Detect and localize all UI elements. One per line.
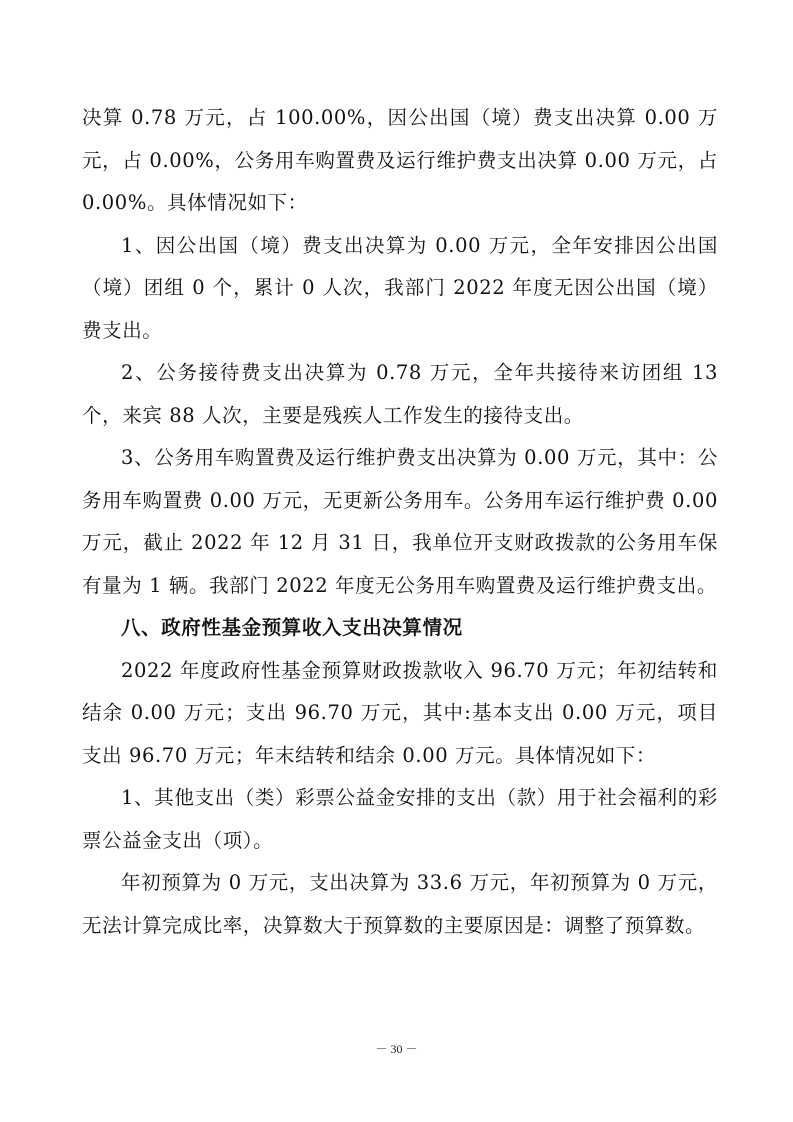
paragraph-fund-item-1-detail: 年初预算为 0 万元，支出决算为 33.6 万元，年初预算为 0 万元，无法计算完成比率，决算数大于预算数的主要原因是：调整了预算数。 xyxy=(82,871,718,937)
paragraph-item-3-vehicle-expense: 3、公务用车购置费及运行维护费支出决算为 0.00 万元，其中：公务用车购置费 0.00 万元，无更新公务用车。公务用车运行维护费 0.00 万元，截止 2022 年 12 月 31 日，我单位开支财政拨款的公务用车保有量为 1 辆。我部门 2022 年度无公务用车购置费及运行维护费支出。 xyxy=(82,446,718,597)
page-body xyxy=(82,97,718,947)
paragraph-item-2-reception-expense: 2、公务接待费支出决算为 0.78 万元，全年共接待来访团组 13 个，来宾 88 人次，主要是残疾人工作发生的接待支出。 xyxy=(82,361,718,427)
paragraph-continuation: 决算 0.78 万元，占 100.00%，因公出国（境）费支出决算 0.00 万元，占 0.00%，公务用车购置费及运行维护费支出决算 0.00 万元，占 0.00%。具体情况如下： xyxy=(82,106,718,214)
paragraph-item-1-overseas-expense: 1、因公出国（境）费支出决算为 0.00 万元，全年安排因公出国（境）团组 0 个，累计 0 人次，我部门 2022 年度无因公出国（境）费支出。 xyxy=(82,233,718,342)
paragraph-fund-budget-summary: 2022 年度政府性基金预算财政拨款收入 96.70 万元；年初结转和结余 0.00 万元；支出 96.70 万元，其中:基本支出 0.00 万元，项目支出 96.70 万元；年末结转和结余 0.00 万元。具体情况如下： xyxy=(82,658,718,767)
paragraph-fund-item-1: 1、其他支出（类）彩票公益金安排的支出（款）用于社会福利的彩票公益金支出（项）。 xyxy=(82,786,718,852)
section-heading-8: 八、政府性基金预算收入支出决算情况 xyxy=(121,616,463,639)
page-number: － 30 － xyxy=(375,1042,418,1056)
